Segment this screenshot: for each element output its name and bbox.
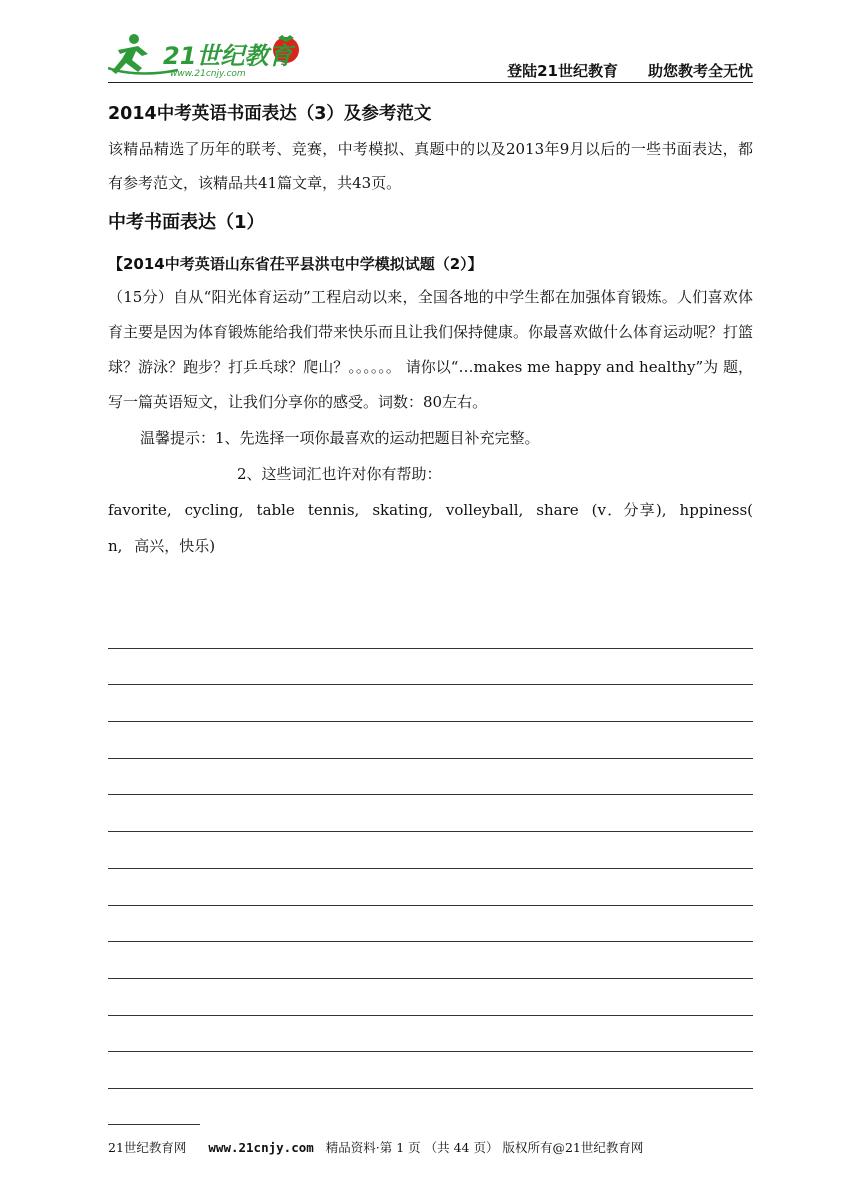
page-header	[108, 30, 753, 84]
writing-line	[108, 832, 753, 869]
slogan-right: 助您教考全无忧	[647, 62, 753, 80]
document-body	[108, 96, 753, 564]
writing-area	[108, 612, 753, 1089]
writing-line	[108, 942, 753, 979]
writing-line	[108, 979, 753, 1016]
svg-text:www.21cnjy.com: www.21cnjy.com	[170, 69, 246, 79]
writing-line	[108, 612, 753, 649]
question-prompt: （15分）自从“阳光体育运动”工程启动以来，全国各地的中学生都在加强体育锻炼。人们喜欢体育主要是因为体育锻炼能给我们带来快乐而且让我们保持健康。你最喜欢做什么体育运动呢？打篮球？游泳？跑步？打乒乓球？爬山？。。。。。。 请你以“…makes me happy and healthy”为 题，写一篇英语短文，让我们分享你的感受。词数：80左右。	[108, 288, 754, 411]
header-divider	[108, 82, 753, 83]
writing-line	[108, 1052, 753, 1089]
writing-line	[108, 795, 753, 832]
writing-line	[108, 722, 753, 759]
writing-line	[108, 685, 753, 722]
page-footer	[108, 1138, 808, 1156]
vocabulary-hint: favorite, cycling, table tennis, skating, volleyball, share (v．分享), hppiness( n, 高兴，快乐)	[108, 501, 753, 555]
header-slogan	[507, 60, 753, 81]
question-source: 【2014中考英语山东省茌平县洪屯中学模拟试题（2）】	[108, 255, 483, 273]
section-title: 中考书面表达（1）	[108, 212, 265, 233]
tip-1: 温馨提示：1、先选择一项你最喜欢的运动把题目补充完整。	[140, 429, 540, 447]
footer-left: 21世纪教育网	[108, 1140, 187, 1155]
writing-line	[108, 906, 753, 943]
writing-line	[108, 869, 753, 906]
document-title: 2014中考英语书面表达（3）及参考范文	[108, 104, 432, 124]
footnote-divider	[108, 1124, 200, 1125]
21cnjy-logo-icon	[108, 30, 308, 80]
tip-2: 2、这些词汇也许对你有帮助：	[237, 465, 442, 483]
footer-right: 精品资料·第 1 页 （共 44 页） 版权所有@21世纪教育网	[325, 1140, 644, 1155]
writing-line	[108, 759, 753, 796]
slogan-left: 登陆21世纪教育	[507, 62, 618, 80]
svg-text:21世纪教育: 21世纪教育	[163, 42, 293, 70]
footer-site: www.21cnjy.com	[208, 1140, 314, 1155]
intro-paragraph: 该精品精选了历年的联考、竞赛，中考模拟、真题中的以及2013年9月以后的一些书面表达，都有参考范文，该精品共41篇文章，共43页。	[108, 140, 753, 192]
writing-line	[108, 1016, 753, 1053]
writing-line	[108, 649, 753, 686]
